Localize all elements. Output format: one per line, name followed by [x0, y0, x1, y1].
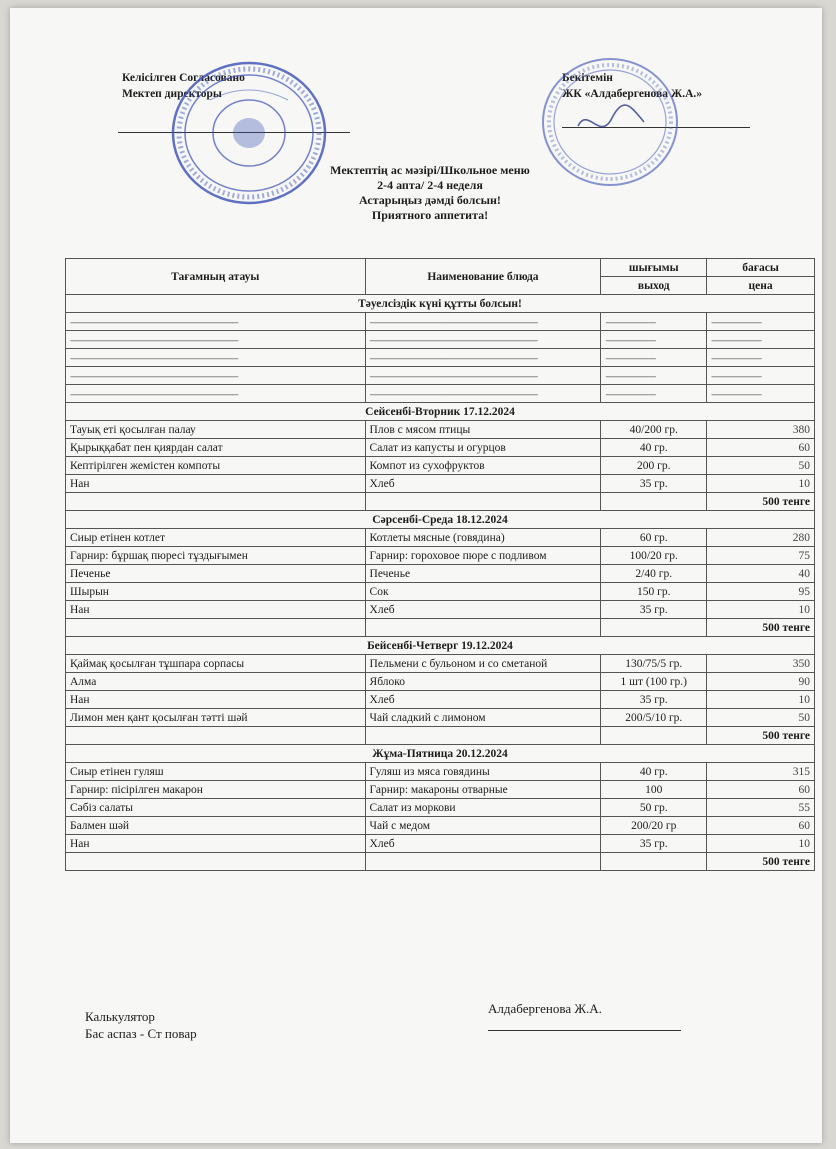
dish-name-kz: Алма	[66, 673, 366, 691]
day-total: 500 тенге	[707, 619, 815, 637]
dish-name-kz: Нан	[66, 835, 366, 853]
dish-output: 1 шт (100 гр.)	[601, 673, 707, 691]
empty-cell	[66, 619, 366, 637]
placeholder-cell-ru: ------------------------------------------------------------------------------------	[365, 349, 601, 367]
placeholder-cell-output: -------------------------	[601, 349, 707, 367]
holiday-placeholder-row	[66, 385, 815, 403]
dish-name-ru: Гарнир: макароны отварные	[365, 781, 601, 799]
header-dish-ru: Наименование блюда	[365, 259, 601, 295]
table-header-row	[66, 259, 815, 277]
dish-name-ru: Пельмени с бульоном и со сметаной	[365, 655, 601, 673]
dish-output: 2/40 гр.	[601, 565, 707, 583]
placeholder-cell-kz: ------------------------------------------------------------------------------------	[66, 331, 366, 349]
dish-name-ru: Гуляш из мяса говядины	[365, 763, 601, 781]
header-output-ru: выход	[601, 277, 707, 295]
dish-price: 60	[707, 817, 815, 835]
dish-output: 150 гр.	[601, 583, 707, 601]
empty-cell	[601, 853, 707, 871]
placeholder-cell-kz: ------------------------------------------------------------------------------------	[66, 313, 366, 331]
table-row	[66, 655, 815, 673]
header-price-ru: цена	[707, 277, 815, 295]
day-total: 500 тенге	[707, 727, 815, 745]
dish-output: 40 гр.	[601, 763, 707, 781]
menu-document	[10, 8, 822, 1143]
table-row	[66, 817, 815, 835]
calculator-label: Калькулятор	[85, 1009, 155, 1024]
placeholder-cell-output: -------------------------	[601, 313, 707, 331]
dish-price: 280	[707, 529, 815, 547]
table-row	[66, 781, 815, 799]
dish-price: 40	[707, 565, 815, 583]
table-row	[66, 763, 815, 781]
placeholder-cell-output: -------------------------	[601, 367, 707, 385]
dish-output: 100	[601, 781, 707, 799]
placeholder-cell-kz: ------------------------------------------------------------------------------------	[66, 385, 366, 403]
placeholder-cell-price: -------------------------	[707, 331, 815, 349]
dish-name-kz: Шырын	[66, 583, 366, 601]
dish-name-ru: Хлеб	[365, 691, 601, 709]
day-total: 500 тенге	[707, 493, 815, 511]
dish-price: 10	[707, 691, 815, 709]
approver-name: ЖК «Алдабергенова Ж.А.»	[562, 88, 703, 100]
header-output-kz: шығымы	[601, 259, 707, 277]
dish-name-ru: Хлеб	[365, 601, 601, 619]
table-row	[66, 601, 815, 619]
table-row	[66, 799, 815, 817]
empty-cell	[365, 493, 601, 511]
empty-cell	[365, 727, 601, 745]
table-row	[66, 547, 815, 565]
dish-name-ru: Печенье	[365, 565, 601, 583]
dish-name-ru: Плов с мясом птицы	[365, 421, 601, 439]
agreed-label: Келісілген Согласовано	[122, 72, 245, 84]
dish-output: 35 гр.	[601, 475, 707, 493]
empty-cell	[601, 727, 707, 745]
empty-cell	[365, 619, 601, 637]
dish-price: 75	[707, 547, 815, 565]
dish-output: 100/20 гр.	[601, 547, 707, 565]
placeholder-cell-output: -------------------------	[601, 385, 707, 403]
dish-price: 60	[707, 781, 815, 799]
dish-name-ru: Хлеб	[365, 835, 601, 853]
day-total-row	[66, 853, 815, 871]
dish-name-kz: Балмен шәй	[66, 817, 366, 835]
dish-name-kz: Сиыр етінен котлет	[66, 529, 366, 547]
dish-price: 10	[707, 835, 815, 853]
header-price-kz: бағасы	[707, 259, 815, 277]
footer-signer-name: Алдабергенова Ж.А.	[488, 1001, 602, 1016]
dish-name-ru: Чай сладкий с лимоном	[365, 709, 601, 727]
dish-output: 40 гр.	[601, 439, 707, 457]
title-line-4: Приятного аппетита!	[371, 208, 489, 222]
table-row	[66, 709, 815, 727]
holiday-placeholder-row	[66, 331, 815, 349]
placeholder-cell-ru: ------------------------------------------------------------------------------------	[365, 367, 601, 385]
menu-table	[65, 258, 815, 871]
dish-name-ru: Салат из моркови	[365, 799, 601, 817]
table-row	[66, 583, 815, 601]
placeholder-cell-price: -------------------------	[707, 385, 815, 403]
dish-output: 200/5/10 гр.	[601, 709, 707, 727]
menu-body	[66, 295, 815, 871]
dish-price: 315	[707, 763, 815, 781]
chef-label: Бас аспаз - Ст повар	[85, 1026, 197, 1041]
holiday-title-row	[66, 295, 815, 313]
dish-name-ru: Салат из капусты и огурцов	[365, 439, 601, 457]
day-total-row	[66, 619, 815, 637]
dish-name-ru: Яблоко	[365, 673, 601, 691]
holiday-placeholder-row	[66, 349, 815, 367]
dish-price: 50	[707, 709, 815, 727]
day-title: Сәрсенбі-Среда 18.12.2024	[66, 511, 815, 529]
table-row	[66, 421, 815, 439]
dish-output: 40/200 гр.	[601, 421, 707, 439]
day-title-row	[66, 403, 815, 421]
approved-label: Бекітемін	[562, 72, 613, 84]
school-director-label: Мектеп директоры	[122, 88, 222, 100]
title-line-1: Мектептің ас мәзірі/Школьное меню	[330, 163, 530, 177]
day-title-row	[66, 511, 815, 529]
dish-price: 50	[707, 457, 815, 475]
day-title: Сейсенбі-Вторник 17.12.2024	[66, 403, 815, 421]
dish-output: 35 гр.	[601, 601, 707, 619]
empty-cell	[66, 493, 366, 511]
day-total-row	[66, 727, 815, 745]
empty-cell	[365, 853, 601, 871]
dish-name-kz: Нан	[66, 691, 366, 709]
dish-name-ru: Хлеб	[365, 475, 601, 493]
dish-name-kz: Қаймақ қосылған тұшпара сорпасы	[66, 655, 366, 673]
day-title: Бейсенбі-Четверг 19.12.2024	[66, 637, 815, 655]
dish-output: 35 гр.	[601, 835, 707, 853]
dish-name-kz: Сиыр етінен гуляш	[66, 763, 366, 781]
table-row	[66, 673, 815, 691]
dish-price: 55	[707, 799, 815, 817]
footer-signature-line	[488, 1030, 681, 1031]
dish-price: 380	[707, 421, 815, 439]
empty-cell	[66, 853, 366, 871]
dish-price: 350	[707, 655, 815, 673]
dish-name-ru: Котлеты мясные (говядина)	[365, 529, 601, 547]
dish-name-kz: Нан	[66, 601, 366, 619]
table-row	[66, 475, 815, 493]
holiday-placeholder-row	[66, 313, 815, 331]
holiday-placeholder-row	[66, 367, 815, 385]
dish-name-ru: Компот из сухофруктов	[365, 457, 601, 475]
dish-price: 90	[707, 673, 815, 691]
dish-output: 130/75/5 гр.	[601, 655, 707, 673]
dish-name-kz: Нан	[66, 475, 366, 493]
dish-price: 10	[707, 475, 815, 493]
dish-name-kz: Печенье	[66, 565, 366, 583]
dish-name-kz: Қырыққабат пен қиярдан салат	[66, 439, 366, 457]
dish-output: 35 гр.	[601, 691, 707, 709]
table-row	[66, 529, 815, 547]
title-line-2: 2-4 апта/ 2-4 неделя	[377, 178, 483, 192]
day-total-row	[66, 493, 815, 511]
empty-cell	[66, 727, 366, 745]
table-row	[66, 691, 815, 709]
footer-left	[85, 1008, 197, 1042]
day-total: 500 тенге	[707, 853, 815, 871]
dish-price: 10	[707, 601, 815, 619]
dish-price: 95	[707, 583, 815, 601]
placeholder-cell-kz: ------------------------------------------------------------------------------------	[66, 367, 366, 385]
dish-output: 200 гр.	[601, 457, 707, 475]
dish-name-kz: Лимон мен қант қосылған тәтті шәй	[66, 709, 366, 727]
holiday-title: Тәуелсіздік күні құтты болсын!	[66, 295, 815, 313]
dish-name-ru: Гарнир: гороховое пюре с подливом	[365, 547, 601, 565]
table-row	[66, 439, 815, 457]
placeholder-cell-ru: ------------------------------------------------------------------------------------	[365, 385, 601, 403]
placeholder-cell-output: -------------------------	[601, 331, 707, 349]
dish-name-kz: Гарнир: бұршақ пюресі тұздығымен	[66, 547, 366, 565]
placeholder-cell-ru: ------------------------------------------------------------------------------------	[365, 313, 601, 331]
placeholder-cell-kz: ------------------------------------------------------------------------------------	[66, 349, 366, 367]
day-title: Жұма-Пятница 20.12.2024	[66, 745, 815, 763]
day-title-row	[66, 637, 815, 655]
dish-name-kz: Гарнир: пісірілген макарон	[66, 781, 366, 799]
placeholder-cell-price: -------------------------	[707, 367, 815, 385]
dish-output: 50 гр.	[601, 799, 707, 817]
placeholder-cell-price: -------------------------	[707, 313, 815, 331]
header-dish-kz: Тағамның атауы	[66, 259, 366, 295]
empty-cell	[601, 619, 707, 637]
dish-output: 200/20 гр	[601, 817, 707, 835]
table-row	[66, 457, 815, 475]
dish-name-kz: Кептірілген жемістен компоты	[66, 457, 366, 475]
placeholder-cell-ru: ------------------------------------------------------------------------------------	[365, 331, 601, 349]
menu-title	[260, 163, 600, 223]
dish-name-kz: Сәбіз салаты	[66, 799, 366, 817]
empty-cell	[601, 493, 707, 511]
dish-output: 60 гр.	[601, 529, 707, 547]
dish-name-ru: Чай с медом	[365, 817, 601, 835]
dish-price: 60	[707, 439, 815, 457]
dish-name-ru: Сок	[365, 583, 601, 601]
table-row	[66, 835, 815, 853]
title-line-3: Астарыңыз дәмді болсын!	[359, 193, 501, 207]
dish-name-kz: Тауық еті қосылған палау	[66, 421, 366, 439]
day-title-row	[66, 745, 815, 763]
placeholder-cell-price: -------------------------	[707, 349, 815, 367]
table-row	[66, 565, 815, 583]
